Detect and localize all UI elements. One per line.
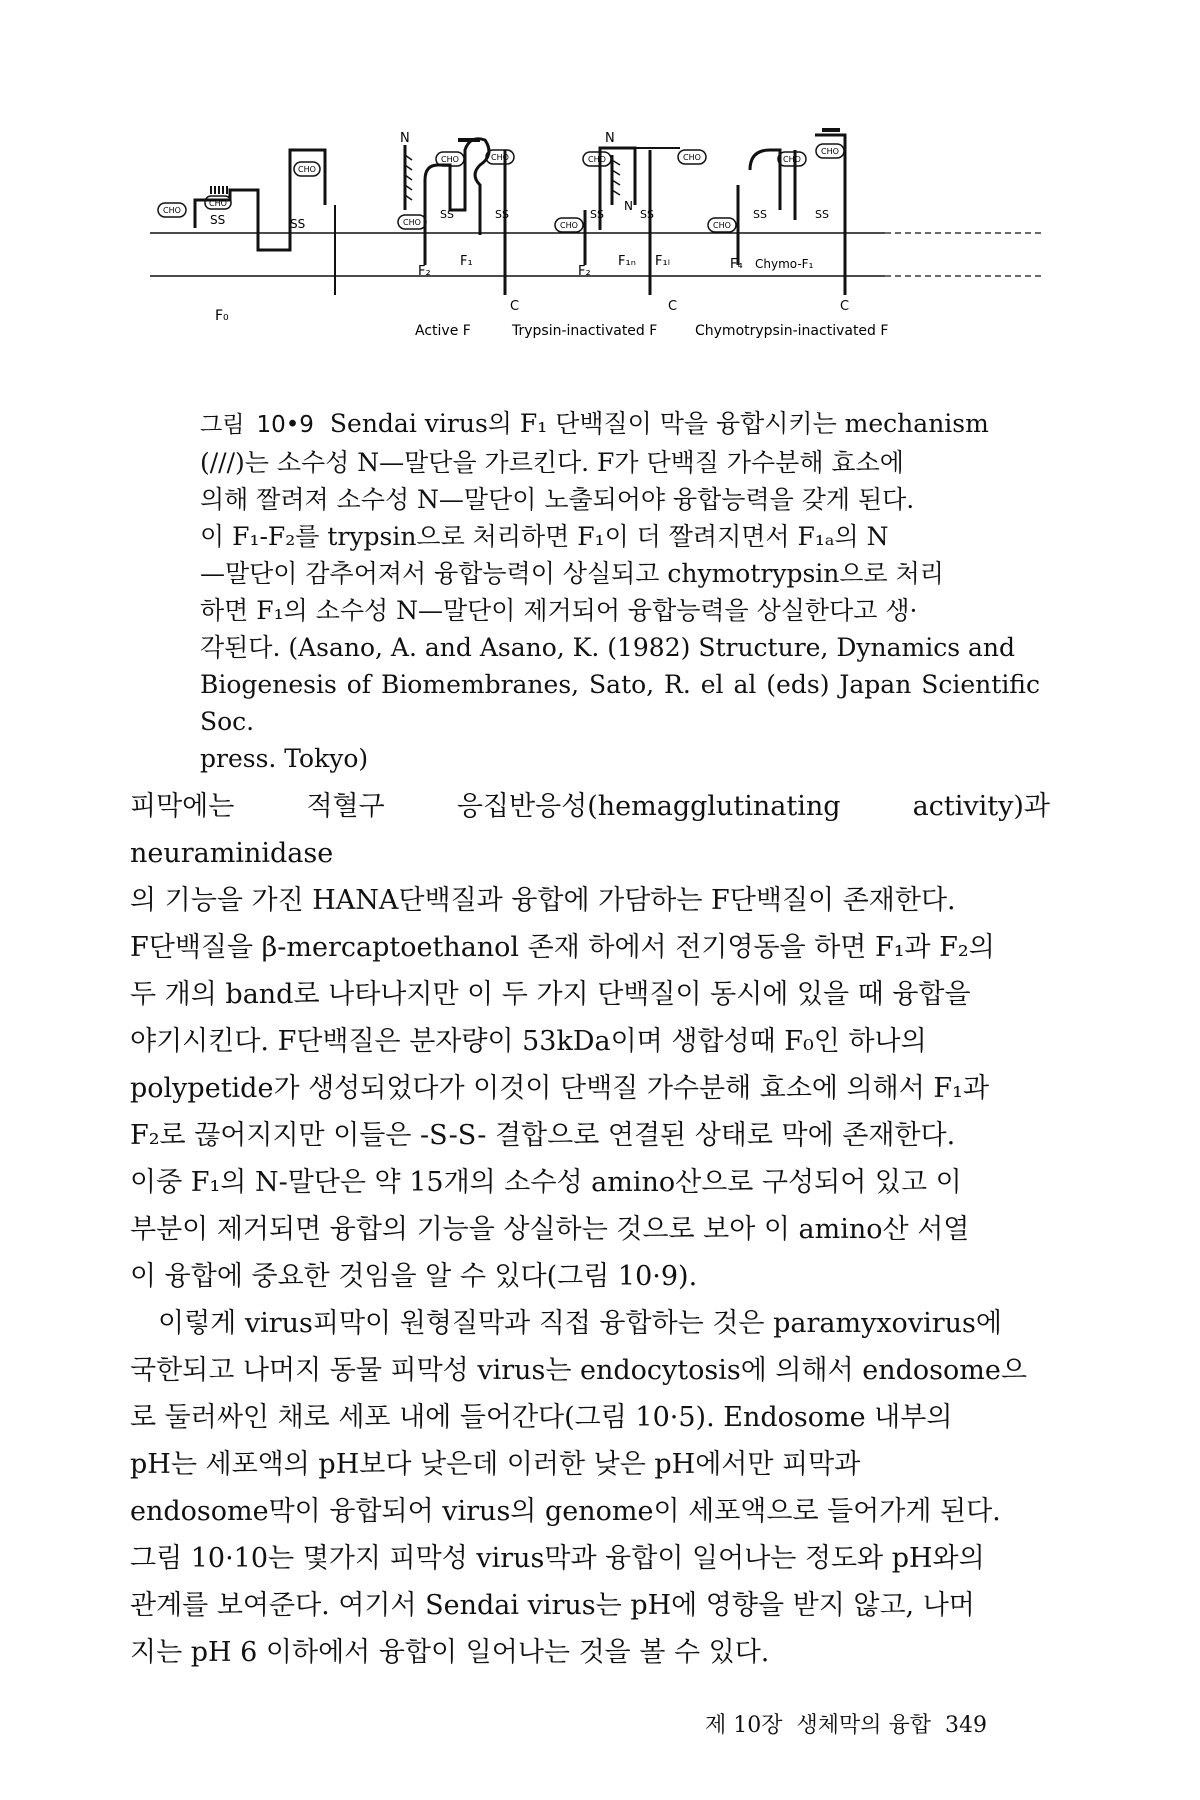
body-line: polypetide가 생성되었다가 이것이 단백질 가수분해 효소에 의해서 F₁과 (130, 1073, 990, 1104)
caption-line: 각된다. (Asano, A. and Asano, K. (1982) Structure, Dynamics and (200, 633, 1015, 662)
caption-line (200, 405, 1040, 444)
n-terminus-label: N (605, 131, 615, 146)
body-line: 야기시킨다. F단백질은 분자량이 53kDa이며 생합성때 F₀인 하나의 (130, 1026, 927, 1057)
caption-line: press. Tokyo) (200, 744, 369, 773)
caption-line: 하면 F₁의 소수성 N—말단이 제거되어 융합능력을 상실한다고 생· (200, 596, 918, 625)
cho-label: CHO (163, 206, 181, 215)
cho-label: CHO (683, 153, 701, 162)
body-line: pH는 세포액의 pH보다 낮은데 이러한 낮은 pH에서만 피막과 (130, 1449, 861, 1480)
body-line: 지는 pH 6 이하에서 융합이 일어나는 것을 볼 수 있다. (130, 1637, 770, 1668)
figure-caption (200, 405, 1040, 777)
chapter-title: 생체막의 융합 (796, 1713, 932, 1738)
body-line: 이렇게 virus피막이 원형질막과 직접 융합하는 것은 paramyxovirus에 (158, 1308, 1002, 1339)
caption-line: 의해 짤려져 소수성 N—말단이 노출되어야 융합능력을 갖게 된다. (200, 485, 915, 514)
f0-label: F₀ (215, 308, 229, 324)
cho-label: CHO (403, 218, 421, 227)
cho-label: CHO (560, 221, 578, 230)
n-terminus-label: N (400, 131, 410, 146)
body-line: endosome막이 융합되어 virus의 genome이 세포액으로 들어가게 된다. (130, 1496, 1001, 1527)
c-terminus-label: C (668, 299, 678, 314)
ss-label: SS (640, 208, 654, 221)
cho-label: CHO (209, 199, 227, 208)
f4-label: F₄ (730, 257, 743, 272)
cho-label: CHO (298, 165, 316, 174)
body-line: F₂로 끊어지지만 이들은 -S-S- 결합으로 연결된 상태로 막에 존재한다. (130, 1120, 956, 1151)
body-line: 부분이 제거되면 융합의 기능을 상실하는 것으로 보아 이 amino산 서열 (130, 1214, 970, 1245)
page-footer (705, 1708, 1055, 1739)
caption-line: 이 F₁-F₂를 trypsin으로 처리하면 F₁이 더 짤려지면서 F₁ₐ의 N (200, 522, 889, 551)
n-terminus-label: N (624, 199, 633, 213)
ss-label: SS (210, 213, 226, 227)
caption-line: —말단이 감추어져서 융합능력이 상실되고 chymotrypsin으로 처리 (200, 559, 944, 588)
caption-text: Sendai virus의 F₁ 단백질이 막을 융합시키는 mechanism (329, 409, 989, 438)
body-line: 로 둘러싸인 채로 세포 내에 들어간다(그림 10·5). Endosome 내부의 (130, 1402, 953, 1433)
caption-label: 그림 (200, 412, 245, 438)
f1n-label: F₁ₙ (618, 254, 636, 269)
ss-label: SS (290, 217, 306, 231)
cho-label: CHO (588, 155, 606, 164)
ss-label: SS (753, 208, 767, 221)
fusion-mechanism-figure (150, 110, 1060, 400)
c-terminus-label: C (840, 299, 850, 314)
cho-label: CHO (441, 155, 459, 164)
body-line: 국한되고 나머지 동물 피막성 virus는 endocytosis에 의해서 endosome으 (130, 1355, 1027, 1386)
panel-title-trypsin-inactivated-f: Trypsin-inactivated F (512, 323, 658, 339)
trypsin-inactivated-panel (585, 148, 680, 295)
panel-title-chymotrypsin-inactivated-f: Chymotrypsin-inactivated F (695, 323, 889, 339)
f1l-label: F₁ₗ (655, 254, 670, 269)
chymo-f1-label: Chymo-F₁ (755, 257, 814, 271)
paragraph-2 (130, 1300, 1050, 1676)
chapter-label: 제 10장 (705, 1713, 783, 1738)
caption-number: 10•9 (256, 412, 314, 438)
cho-label: CHO (491, 153, 509, 162)
ss-label: SS (440, 208, 454, 221)
f1-label: F₁ (460, 254, 473, 269)
body-line: 두 개의 band로 나타나지만 이 두 가지 단백질이 동시에 있을 때 융합을 (130, 979, 971, 1010)
body-line: F단백질을 β-mercaptoethanol 존재 하에서 전기영동을 하면 F₁과 F₂의 (130, 932, 995, 963)
cho-label: CHO (713, 221, 731, 230)
body-text (130, 783, 1050, 1676)
panel-title-active-f: Active F (415, 323, 471, 339)
c-terminus-label: C (510, 299, 520, 314)
paragraph-1 (130, 783, 1050, 1300)
body-line: 관계를 보여준다. 여기서 Sendai virus는 pH에 영향을 받지 않고, 나머 (130, 1590, 975, 1621)
body-line: 그림 10·10는 몇가지 피막성 virus막과 융합이 일어나는 정도와 pH와의 (130, 1543, 985, 1574)
caption-line: (///)는 소수성 N—말단을 가르킨다. F가 단백질 가수분해 효소에 (200, 448, 904, 477)
body-line: 의 기능을 가진 HANA단백질과 융합에 가담하는 F단백질이 존재한다. (130, 885, 956, 916)
body-line: 피막에는 적혈구 응집반응성(hemagglutinating activity)과 neuraminidase (130, 791, 1050, 869)
body-line: 이중 F₁의 N-말단은 약 15개의 소수성 amino산으로 구성되어 있고 이 (130, 1167, 962, 1198)
page-number: 349 (945, 1713, 988, 1738)
ss-label: SS (815, 208, 829, 221)
ss-label: SS (590, 208, 604, 221)
cho-label: CHO (783, 155, 801, 164)
f2-label: F₂ (578, 264, 591, 279)
body-line: 이 융합에 중요한 것임을 알 수 있다(그림 10·9). (130, 1261, 698, 1292)
f2-label: F₂ (418, 264, 431, 279)
cho-label: CHO (821, 147, 839, 156)
caption-line: Biogenesis of Biomembranes, Sato, R. el al (eds) Japan Scientific Soc. (200, 670, 1040, 736)
ss-label: SS (495, 208, 509, 221)
